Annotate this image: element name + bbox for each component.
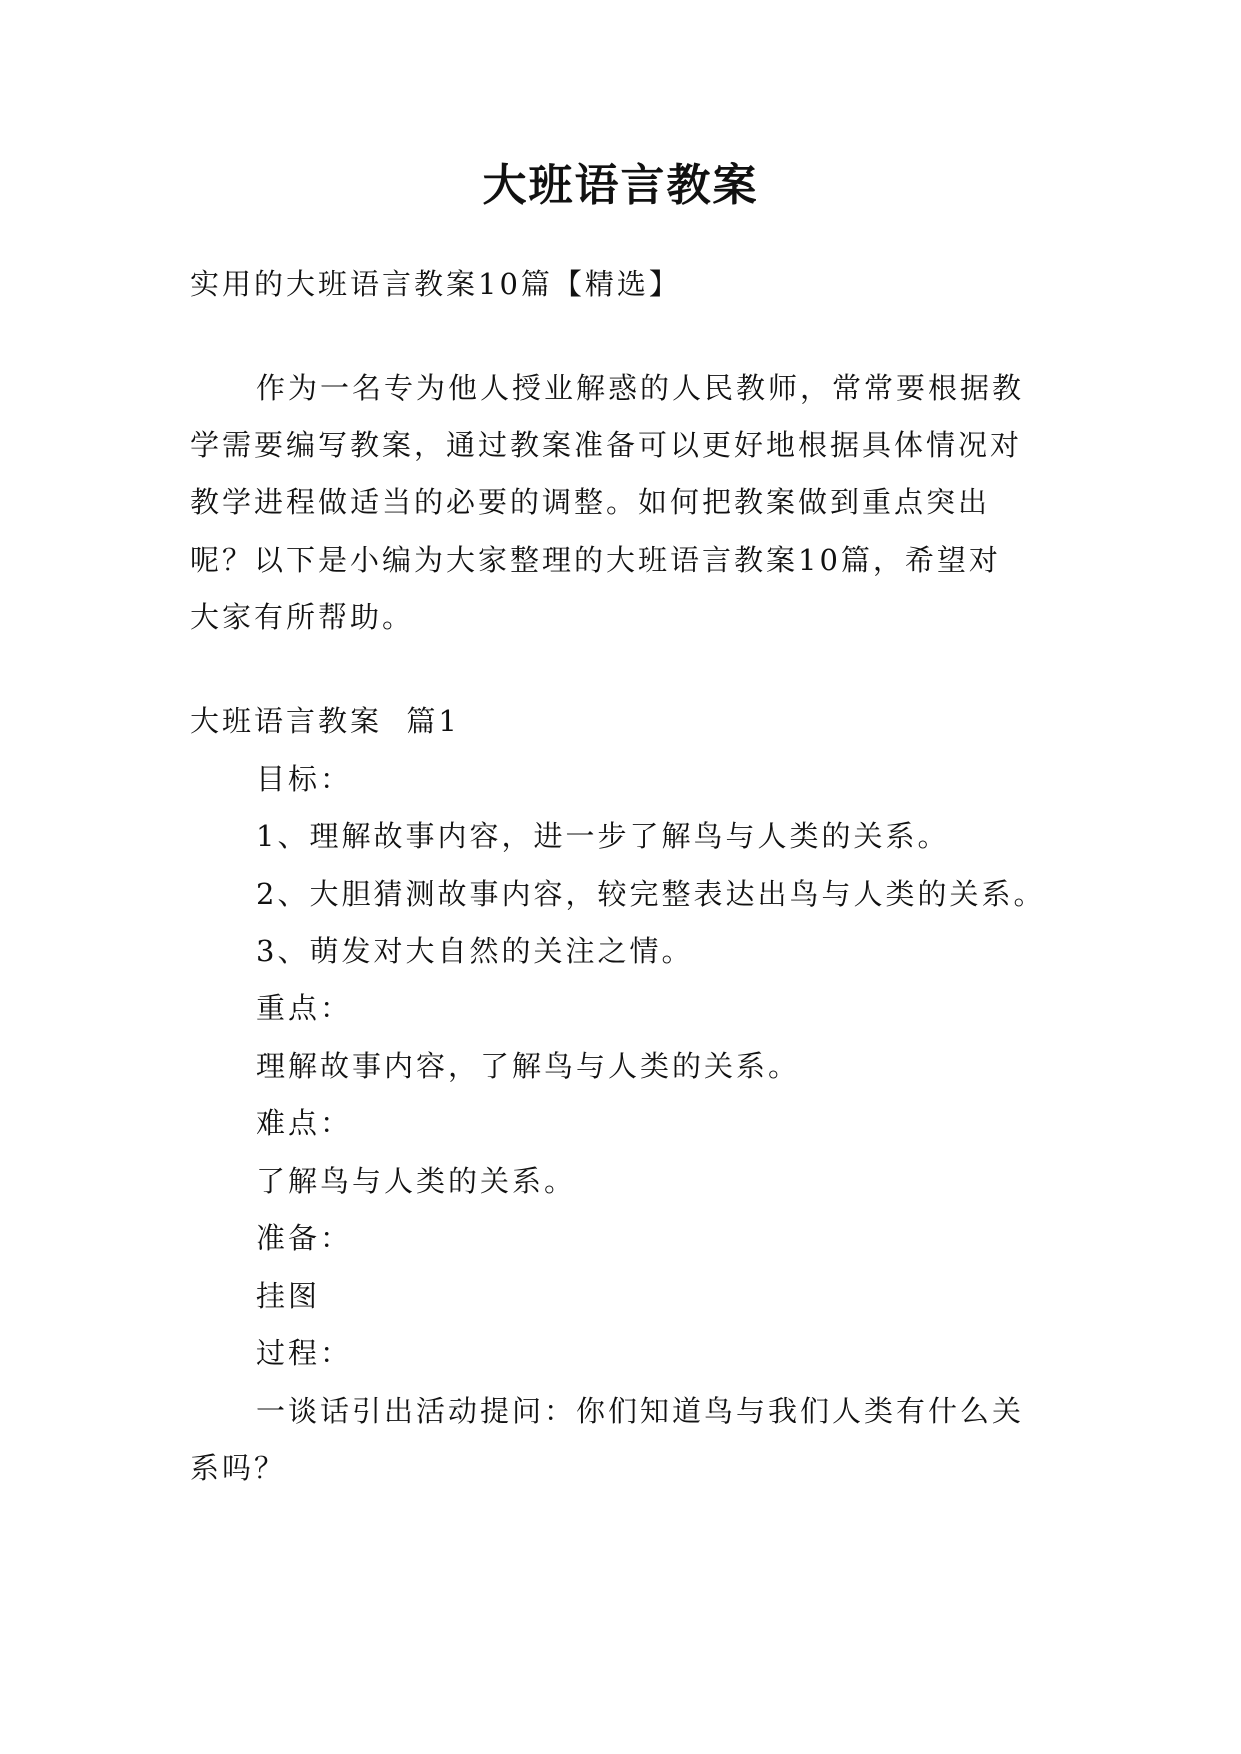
key-text: 理解故事内容，了解鸟与人类的关系。	[256, 1049, 801, 1083]
process-line-2: 系吗？	[190, 1451, 287, 1485]
goal-item-2: 2、大胆猜测故事内容，较完整表达出鸟与人类的关系。	[256, 877, 1046, 911]
process-label: 过程：	[256, 1336, 353, 1370]
goal-item-3: 3、萌发对大自然的关注之情。	[256, 934, 694, 968]
goal-item-1: 1、理解故事内容，进一步了解鸟与人类的关系。	[256, 819, 950, 853]
prep-label: 准备：	[256, 1221, 353, 1255]
process-line-1: 一谈话引出活动提问：你们知道鸟与我们人类有什么关	[256, 1394, 1025, 1428]
difficulty-label: 难点：	[256, 1106, 353, 1140]
prep-text: 挂图	[256, 1279, 321, 1313]
document-subtitle: 实用的大班语言教案10篇【精选】	[190, 267, 681, 301]
goals-label: 目标：	[256, 762, 353, 796]
difficulty-text: 了解鸟与人类的关系。	[256, 1164, 577, 1198]
intro-line-4: 呢？以下是小编为大家整理的大班语言教案10篇，希望对	[190, 543, 1001, 577]
section-heading: 大班语言教案 篇1	[190, 704, 460, 738]
intro-line-1: 作为一名专为他人授业解惑的人民教师，常常要根据教	[256, 371, 1025, 405]
intro-line-5: 大家有所帮助。	[190, 600, 415, 634]
document-title: 大班语言教案	[482, 160, 759, 211]
key-label: 重点：	[256, 991, 353, 1025]
intro-line-3: 教学进程做适当的必要的调整。如何把教案做到重点突出	[190, 485, 991, 519]
intro-line-2: 学需要编写教案，通过教案准备可以更好地根据具体情况对	[190, 428, 1023, 462]
